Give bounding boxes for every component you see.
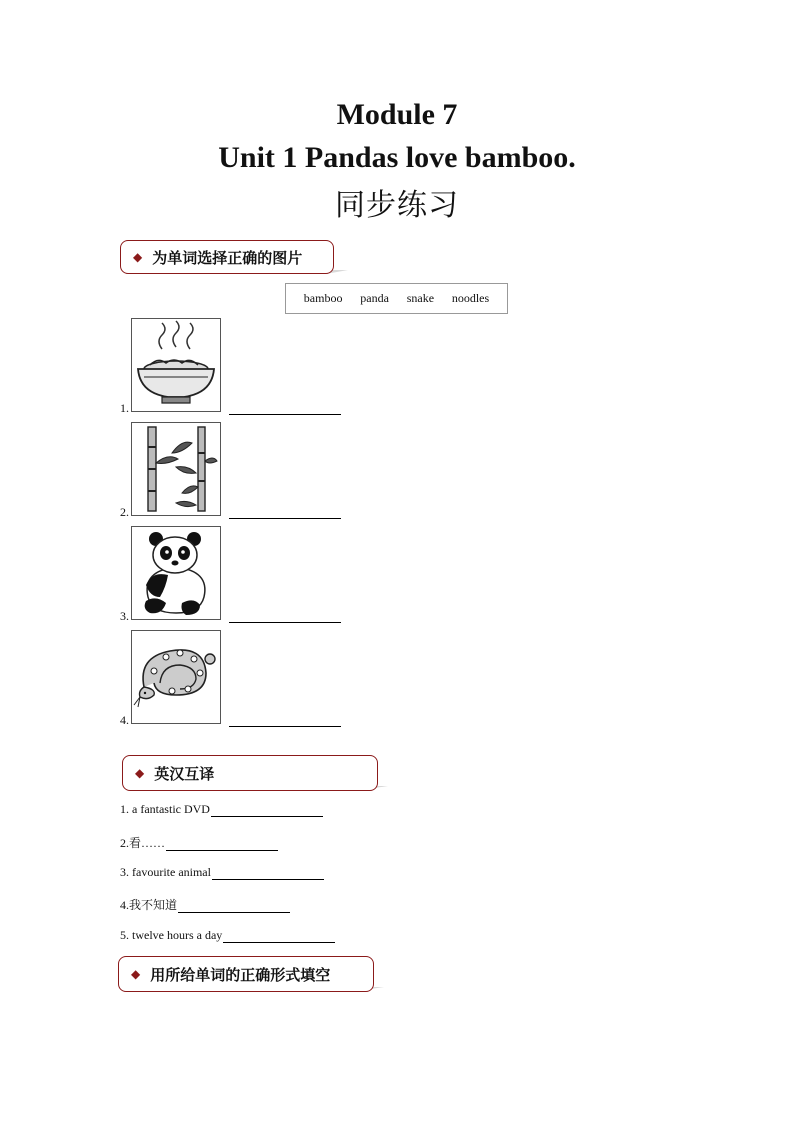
answer-blank[interactable] xyxy=(229,518,341,519)
answer-blank[interactable] xyxy=(166,838,278,851)
module-title: Module 7 xyxy=(336,98,458,131)
word-bank xyxy=(285,283,508,314)
item-number: 1. xyxy=(120,401,129,415)
translation-prompt: 5. twelve hours a day xyxy=(120,928,223,942)
noodles-bowl-picture xyxy=(131,318,221,412)
translation-prompt: 4.我不知道 xyxy=(120,898,178,912)
translation-item xyxy=(120,896,290,913)
snake-picture xyxy=(131,630,221,724)
diamond-icon: ◆ xyxy=(131,967,141,981)
bamboo-picture xyxy=(131,422,221,516)
section-title-1: 为单词选择正确的图片 xyxy=(152,248,303,267)
answer-blank[interactable] xyxy=(223,930,335,943)
item-number: 2. xyxy=(120,505,129,519)
section-banner-3 xyxy=(118,956,374,992)
answer-blank[interactable] xyxy=(229,726,341,727)
word-bank-item: noodles xyxy=(451,291,490,305)
item-number: 3. xyxy=(120,609,129,623)
translation-prompt: 3. favourite animal xyxy=(120,865,211,879)
answer-blank[interactable] xyxy=(229,622,341,623)
word-bank-item: panda xyxy=(360,291,389,305)
translation-prompt: 1. a fantastic DVD xyxy=(120,802,210,816)
word-bank-item: bamboo xyxy=(303,291,343,305)
translation-item xyxy=(120,865,324,880)
answer-blank[interactable] xyxy=(212,867,324,880)
section-title-3: 用所给单词的正确形式填空 xyxy=(150,965,331,984)
section-banner-2 xyxy=(122,755,378,791)
answer-blank[interactable] xyxy=(229,414,341,415)
item-number: 4. xyxy=(120,713,129,727)
translation-item xyxy=(120,802,323,817)
word-bank-item: snake xyxy=(406,291,435,305)
translation-prompt: 2.看…… xyxy=(120,836,166,850)
section-title-2: 英汉互译 xyxy=(154,764,215,783)
translation-item xyxy=(120,834,278,851)
diamond-icon: ◆ xyxy=(133,250,143,264)
section-banner-1 xyxy=(120,240,334,274)
panda-picture xyxy=(131,526,221,620)
answer-blank[interactable] xyxy=(178,900,290,913)
worksheet-title: 同步练习 xyxy=(335,188,459,223)
translation-item xyxy=(120,928,335,943)
answer-blank[interactable] xyxy=(211,804,323,817)
diamond-icon: ◆ xyxy=(135,766,145,780)
unit-title: Unit 1 Pandas love bamboo. xyxy=(218,141,576,174)
